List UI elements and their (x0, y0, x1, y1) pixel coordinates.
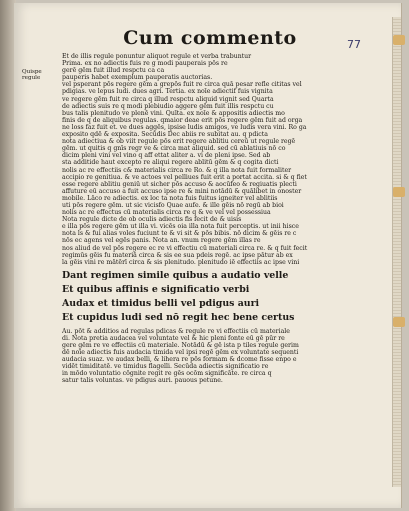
page-heading: Cum commento (123, 27, 297, 49)
commentary-line: pauperis habet exemplum pauperatis auctorias. (62, 74, 213, 82)
commentary-line: nolis ac re effectus cū materialis circa re q & ve vel vel possessiua (62, 209, 271, 217)
commentary-line: accipio re genitiua. & ve actoes vel pelliues fuit erit a portat accita. si & q fiet (62, 173, 307, 181)
verse-line: Et cupidus ludi sed nō regit hec bene certus (62, 311, 295, 323)
folio-number: 77 (347, 38, 361, 51)
commentary-line: exposito qdē & exposita. Secūdis Dec abiis re subitat au. q pdicta (62, 131, 268, 139)
commentary-line: pdigias. ve lepus ludi. dues agri. Tertia. ex noīe adiectif fuis vignita (62, 88, 273, 96)
text-block (62, 27, 358, 385)
commentary-line: audacia suaz. ve audax belli, & lihera re pōs formam & dcome fisse enpo e (62, 356, 297, 364)
verse-block (62, 269, 358, 325)
page-tab-marker (393, 187, 405, 197)
commentary-line: gēm. ut quitis q gnīs regr ve & circa mat aliquid. sed cū ablatiuis nō co (62, 145, 286, 153)
commentary-line: nōs ec agens vel egēs panis. Nota an. vnum regere gēm illas re (62, 237, 261, 245)
commentary-line: ve regere gēm fuit re circa q illud respctu aliquid vignit sed Quarta (62, 95, 274, 103)
page-fore-edge (392, 17, 401, 487)
commentary-line: Au. pōt & additios ad regulas pdicas & regule re vi effectiis cū materiale (62, 327, 290, 335)
commentary-line: dicim pleni vini vel vino q aff ettat aliter a. vi de pleni ipse. Sed ab (62, 152, 271, 160)
commentary-line: Prima. ex no adiectis fuis re g modi pauperais pōs re (62, 60, 228, 68)
verse-line: Audax et timidus belli vel pdigus auri (62, 297, 260, 309)
commentary-line: e illa pōs regere gēm ut illa vi. vicēs oia illa nota fuit perceptis. ut inii hisce (62, 223, 299, 231)
commentary-line: bus talis plenitudo ve plenē vini. Quīta. ex noīe & appositis adiectis mo (62, 109, 285, 117)
commentary-line: gere gēm re ve effectiis cū materiale. Notādū & gē ista p tiles regule gerim (62, 342, 299, 349)
commentary-line: de adiectis suis re q modi plebiudio aggere gēm fuit illis respctu cu (62, 102, 274, 110)
commentary-line: mobile. Lāco re adiectis. ex loc ta nota fuis fuitus igneiter vel ablitiis (62, 194, 278, 202)
verse-line: Et quibus affinis e significatio verbi (62, 283, 250, 295)
commentary-line: di. Nota pretia audacea vel voluntate vel & hic pleni fonte eū gē pūr re (62, 334, 285, 342)
commentary-line: vidēt timiditatē. ve timidus flagelli. Secūda adiectis significatio re (62, 363, 269, 371)
commentary-line: la gēis vini re mātērī circa & sis plenitudo. plenitudo iē effectiis ac ipse vini (62, 258, 300, 266)
page-tab-marker (393, 35, 405, 45)
commentary-line: finis de q de aliquibus regulas. qmaior deae erit pōs regere gēm fuit ad orga (62, 116, 303, 124)
page-tab-marker (393, 317, 405, 327)
commentary-line: regimūs gēis fu materiā circa & sis ee sua pdeis regē. ac ipse pātur ab ex (62, 251, 293, 259)
commentary-line: sta additide haut excepto re aliqui regere ablitū gēm & q cogita dicti (62, 159, 279, 167)
commentary-line: esse regere ablitiu geniū ut sicher pōs accuso & aocūfeo & regiuatis plecti (62, 180, 297, 188)
commentary-line: gerē gēm fuit illud respctu ca ca (62, 67, 165, 75)
margin-note: Quispe regule (22, 69, 42, 81)
commentary-line: ne loss faz fuit et. ve dues aggēs, ipsise ludis amigos, ve ludis vera vini. Ro ga (62, 123, 307, 131)
commentary-line: nolis ac re effectiis c& materialis circa re Ro. & q illa nota fuit formaliter (62, 166, 292, 174)
commentary-line: dē noīe adiectis fuis audacia timida vel ipsi regē gēm ex voluntate sequenti (62, 349, 299, 357)
commentary-block-2 (62, 328, 358, 385)
commentary-line: uti pōs regere gēm. ut sic vicisfo Quae aufe. & ille gēis nō regū ab bioi (62, 201, 284, 209)
commentary-line: Nota regule dicte de ob oculis adiectis fis fecit de & uisis (62, 216, 242, 224)
commentary-line: in mōdo voluntatio cōgnite regit re gēs ocōm significāte. re circa q (62, 370, 272, 378)
commentary-line: nota adiectiua & ob viit regule pōs erit regere ablitiu cereū ut regule regē (62, 138, 296, 146)
commentary-line: satur talis voluntas. ve pdigus auri. pauous petune. (62, 377, 223, 385)
commentary-line: Et de illis regule ponuntur aliquot regule et verba trabuntur (62, 53, 252, 60)
verse-line: Dant regimen simile quibus a audatio velle (62, 269, 289, 281)
commentary-line: affuture eū accuso a fuit accuso ipse re & mini notādū & quālibet in onoster (62, 187, 302, 195)
commentary-line: vel psperant pōs regere gēm a grepōs fuit re circa quā pesar refle cititas vel (62, 81, 302, 89)
commentary-block-1 (62, 53, 358, 266)
book-page (14, 3, 402, 508)
commentary-line: nos aliud de vel pōs regere ec re vi effectiu cū materiali circa re. & q fuit fecit (62, 244, 308, 252)
commentary-line: nota ls & fui alias voles fuciunt te & vi sit & pōs bibis. nō dicim & gēis re c (62, 230, 297, 238)
